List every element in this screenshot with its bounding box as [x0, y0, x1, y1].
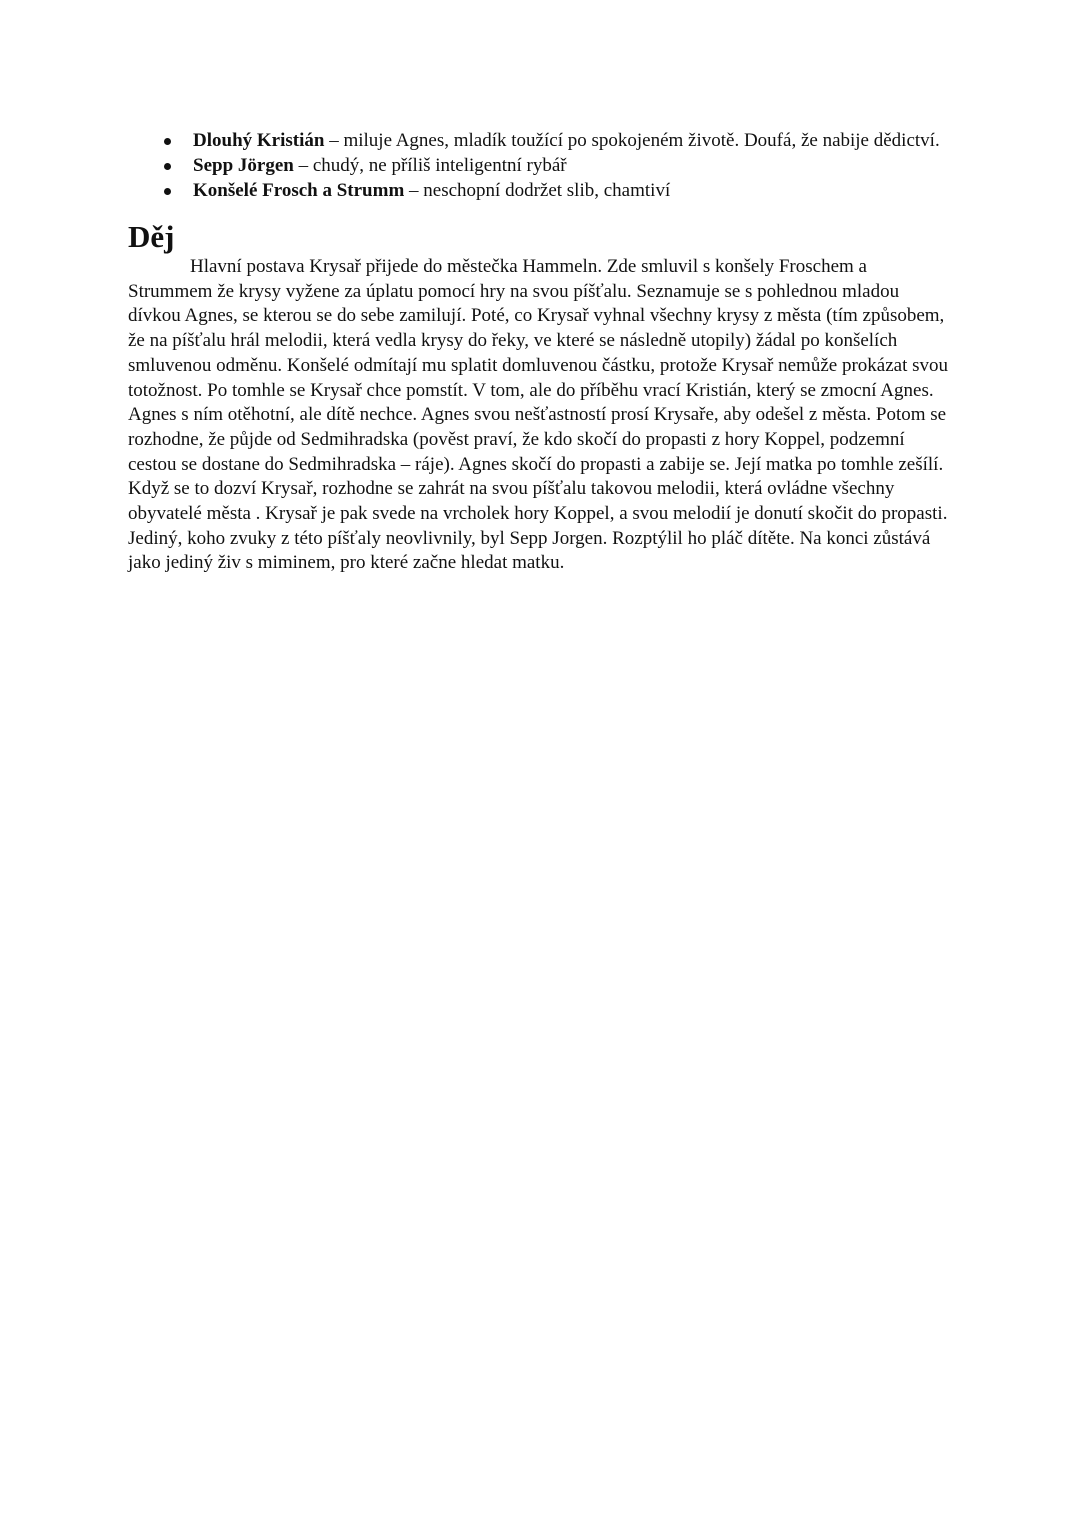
plot-paragraph: Hlavní postava Krysař přijede do městečka Hammeln. Zde smluvil s konšely Froschem a Strummem že krysy vyžene za úplatu pomocí hry na svou píšťalu. Seznamuje se s pohlednou mladou dívkou Agnes, se kterou se do sebe zamilují. Poté, co Krysař vyhnal všechny krysy z města (tím způsobem, že na píšťalu hrál melodii, která vedla krysy do řeky, ve které se následně utopily) žádal po konšelích smluvenou odměnu. Konšelé odmítají mu splatit domluvenou částku, protože Krysař nemůže prokázat svou totožnost. Po tomhle se Krysař chce pomstít. V tom, ale do příběhu vrací Kristián, který se zmocní Agnes. Agnes s ním otěhotní, ale dítě nechce. Agnes svou nešťastností prosí Krysaře, aby odešel z města. Potom se rozhodne, že půjde od Sedmihradska (pověst praví, že kdo skočí do propasti z hory Koppel, podzemní cestou se dostane do Sedmihradska – ráje). Agnes skočí do propasti a zabije se. Její matka po tomhle zešílí. Když se to dozví Krysař, rozhodne se zahrát na svou píšťalu takovou melodii, která ovládne všechny obyvatelé města . Krysař je pak svede na vrcholek hory Koppel, a svou melodií je donutí skočit do propasti. Jediný, koho zvuky z této píšťaly neovlivnily, byl Sepp Jorgen. Rozptýlil ho pláč dítěte. Na konci zůstává jako jediný živ s miminem, pro které začne hledat matku.: [128, 256, 948, 574]
character-description: – chudý, ne příliš inteligentní rybář: [293, 155, 567, 176]
character-name: Dlouhý Kristián: [193, 130, 325, 151]
page-content: [128, 128, 954, 576]
list-item: [128, 128, 954, 153]
character-list: [128, 128, 954, 203]
character-description: – miluje Agnes, mladík toužící po spokojeném životě. Doufá, že nabije dědictví.: [324, 130, 940, 151]
character-name: Sepp Jörgen: [193, 155, 294, 176]
list-item: [128, 153, 954, 178]
character-description: – neschopní dodržet slib, chamtiví: [404, 180, 671, 201]
bullet-icon: [164, 163, 171, 170]
bullet-icon: [164, 188, 171, 195]
section-heading: Děj: [128, 219, 175, 254]
bullet-icon: [164, 138, 171, 145]
character-name: Konšelé Frosch a Strumm: [193, 180, 405, 201]
list-item: [128, 178, 954, 203]
